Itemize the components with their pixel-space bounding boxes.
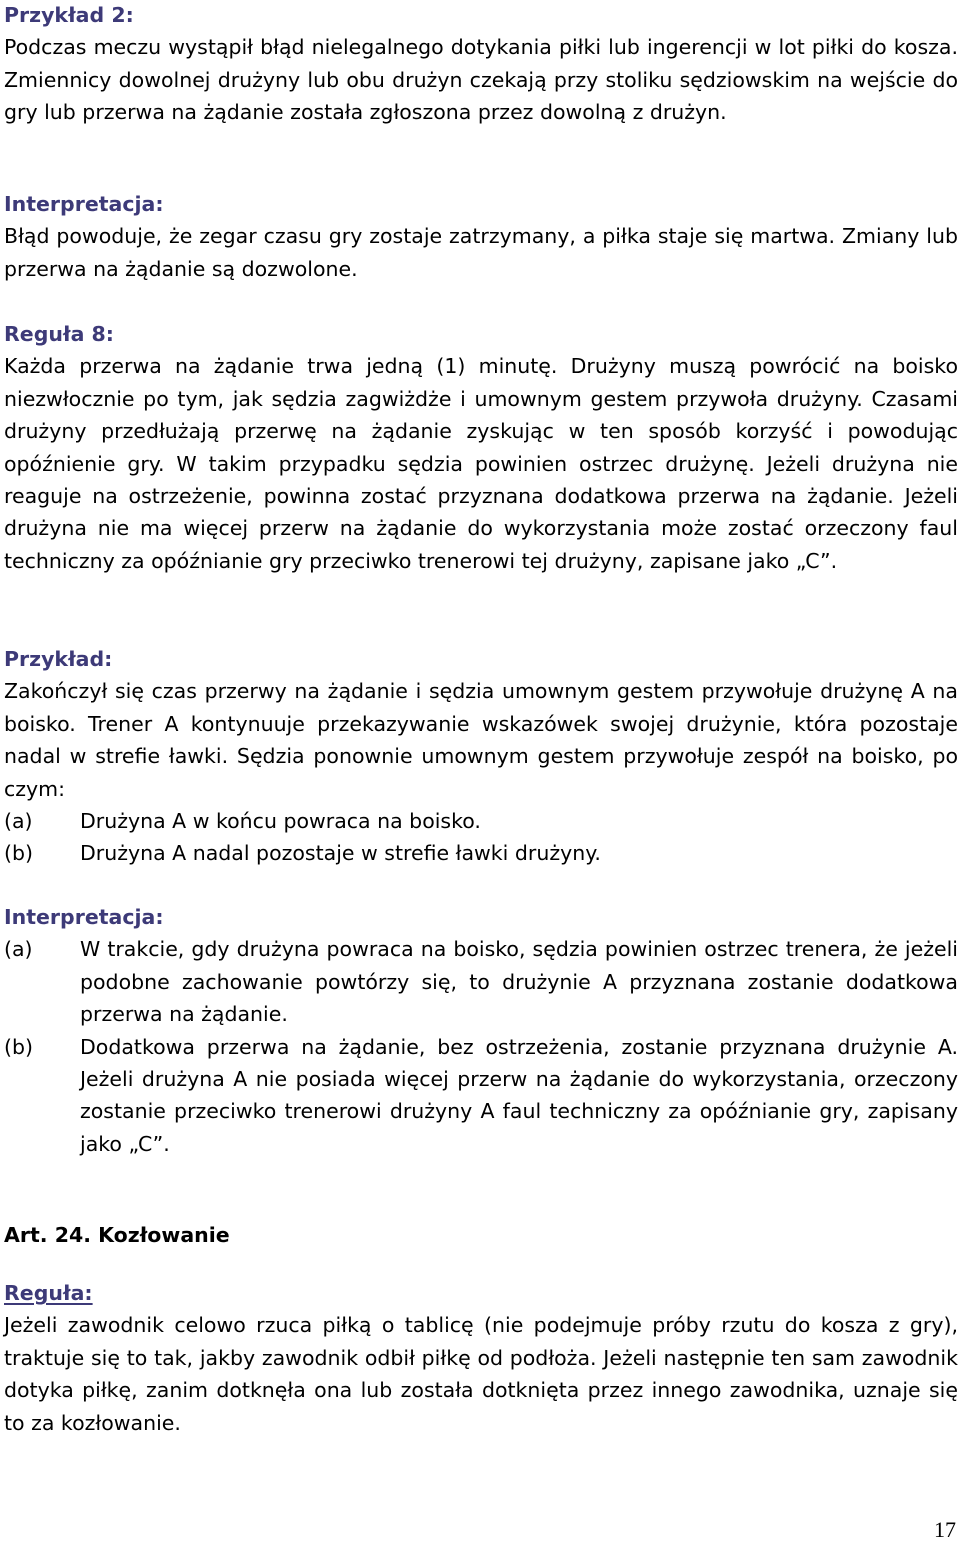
rule-8-section [4,318,958,577]
rule-8-text: Każda przerwa na żądanie trwa jedną (1) minutę. Drużyny muszą powrócić na boisko niezwłocznie po tym, jak sędzia zagwiżdże i umownym gestem przywoła drużyny. Czasami drużyny przedłużają przerwę na żądanie zyskując w ten sposób korzyść i powodując opóźnienie gry. W takim przypadku sędzia powinien ostrzec drużynę. Jeżeli drużyna nie reaguje na ostrzeżenie, powinna zostać przyznana dodatkowa przerwa na żądanie. Jeżeli drużyna nie ma więcej przerw na żądanie do wykorzystania może zostać orzeczony faul techniczny za opóźnianie gry przeciwko trenerowi tej drużyny, zapisane jako „C”. [4,354,958,573]
rule-section [4,1277,958,1439]
interpretation-2-item-b-label: (b) [4,1034,34,1059]
rule-text: Jeżeli zawodnik celowo rzuca piłką o tablicę (nie podejmuje próby rzutu do kosza z gry), traktuje się to tak, jakby zawodnik odbił piłkę od podłoża. Jeżeli następnie ten sam zawodnik dotyka piłkę, zanim dotknęła ona lub została dotknięta przez innego zawodnika, uznaje się to za kozłowanie. [4,1313,958,1435]
example-item-b [4,837,958,869]
interpretation-1-section [4,188,958,285]
interpretation-2-item-b [4,1031,958,1161]
article-24-section [4,1219,958,1251]
example-item-b-text: Drużyna A nadal pozostaje w strefie ławki drużyny. [80,841,601,866]
interpretation-2-section [4,901,958,1160]
interpretation-2-item-b-text: Dodatkowa przerwa na żądanie, bez ostrzeżenia, zostanie przyznana drużynie A. Jeżeli drużyna A nie posiada więcej przerw na żądanie do wykorzystania, orzeczony zostanie przeciwko trenerowi drużyny A faul techniczny za opóźnianie gry, zapisany jako „C”. [80,1034,958,1156]
example-section [4,643,958,870]
example-item-a-text: Drużyna A w końcu powraca na boisko. [80,809,481,834]
example-2-section [4,0,958,129]
interpretation-2-heading: Interpretacja: [4,905,164,929]
interpretation-1-heading: Interpretacja: [4,192,164,216]
example-item-b-label: (b) [4,841,34,866]
interpretation-1-text: Błąd powoduje, że zegar czasu gry zostaje zatrzymany, a piłka staje się martwa. Zmiany lub przerwa na żądanie są dozwolone. [4,224,958,281]
example-text: Zakończył się czas przerwy na żądanie i sędzia umownym gestem przywołuje drużynę A na boisko. Trener A kontynuuje przekazywanie wskazówek swojej drużynie, która pozostaje nadal w strefie ławki. Sędzia ponownie umownym gestem przywołuje zespół na boisko, po czym: [4,679,958,801]
page-number: 17 [934,1517,956,1542]
interpretation-2-item-a-label: (a) [4,937,33,962]
example-2-text: Podczas meczu wystąpił błąd nielegalnego dotykania piłki lub ingerencji w lot piłki do kosza. Zmiennicy dowolnej drużyny lub obu drużyn czekają przy stoliku sędziowskim na wejście do gry lub przerwa na żądanie została zgłoszona przez dowolną z drużyn. [4,35,958,125]
interpretation-2-item-a [4,933,958,1030]
rule-heading: Reguła: [4,1281,93,1305]
example-item-a-label: (a) [4,809,33,834]
example-item-a [4,805,958,837]
interpretation-2-item-a-text: W trakcie, gdy drużyna powraca na boisko, sędzia powinien ostrzec trenera, że jeżeli podobne zachowanie powtórzy się, to drużynie A przyznana zostanie dodatkowa przerwa na żądanie. [80,937,958,1027]
rule-8-heading: Reguła 8: [4,322,114,346]
example-2-heading: Przykład 2: [4,3,134,27]
article-24-heading: Art. 24. Kozłowanie [4,1223,230,1247]
example-heading: Przykład: [4,647,113,671]
